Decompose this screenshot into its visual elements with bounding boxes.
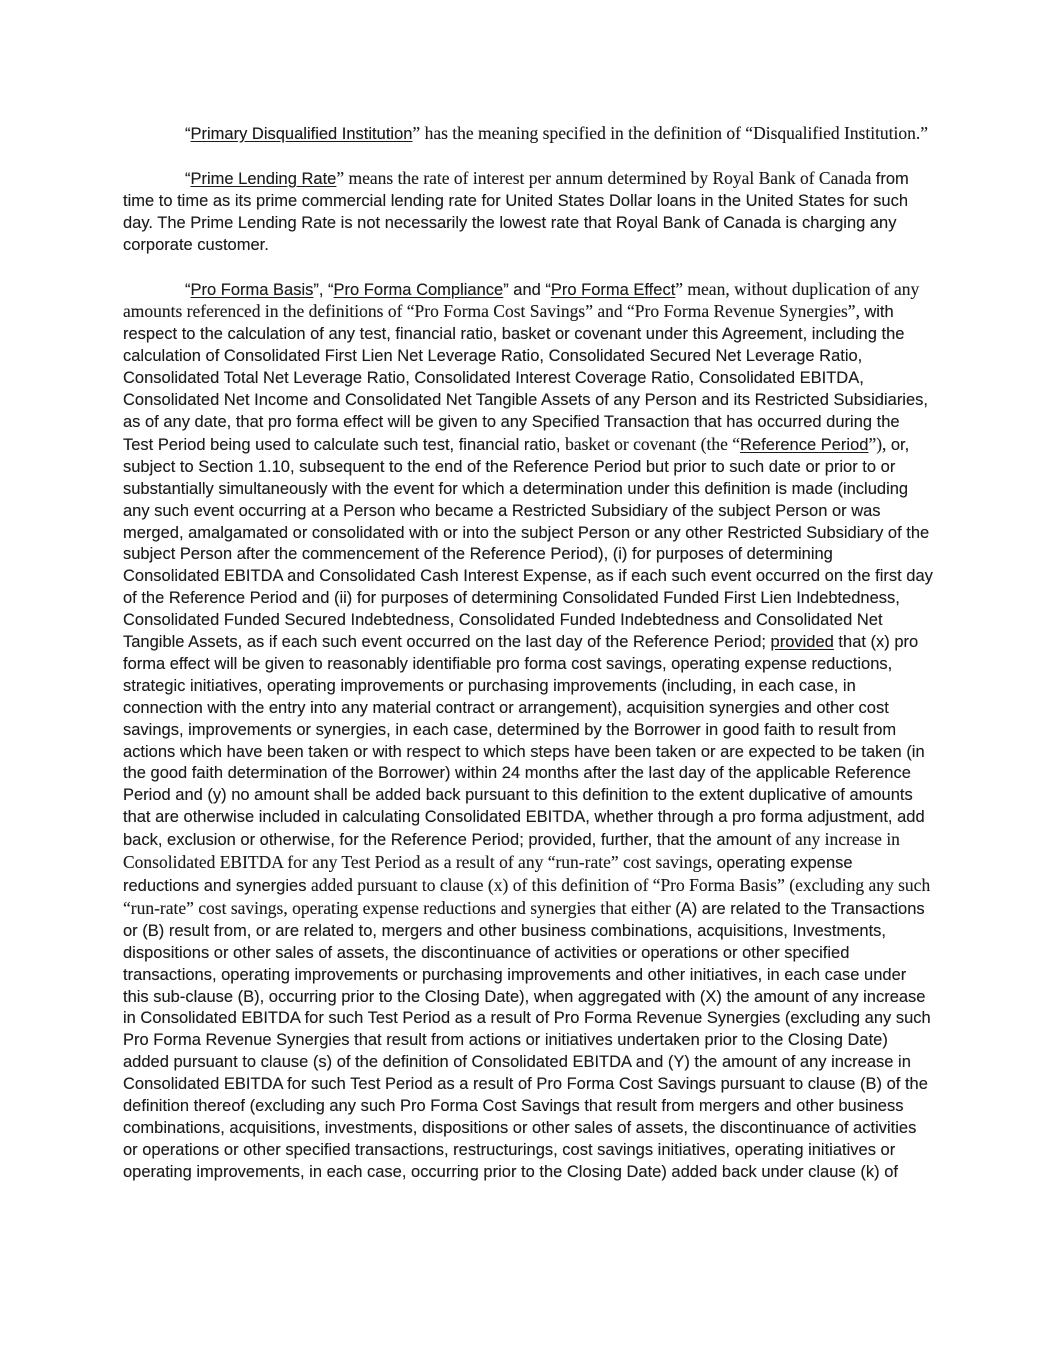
text-run: ” mean, without duplication of any amounts referenced in the definitions of “Pro Forma Cost Savings” and “Pro Forma Revenue Synergies”, xyxy=(123,278,920,322)
defined-term: Pro Forma Basis xyxy=(190,280,314,299)
defined-term: Prime Lending Rate xyxy=(190,169,337,188)
text-run: “ xyxy=(185,280,191,299)
document-text xyxy=(123,123,933,1184)
defined-term: Pro Forma Effect xyxy=(550,280,676,299)
text-run: that (x) pro forma effect will be given to reasonably identifiable pro forma cost savings, operating expense reductions, strategic initiatives, operating improvements or purchasing improvements (including, in each case, in connection with the entry into any material contract or arrangement), acquisition synergies and other cost savings, improvements or synergies, in each case, determined by the Borrower in good faith to result from actions which have been taken or with respect to which steps have been taken or are expected to be taken (in the good faith determination of the Borrower) within 24 months after the last day of the applicable Reference Period and (y) no amount shall be added back pursuant to this definition to the extent duplicative of amounts that are otherwise included in calculating Consolidated EBITDA, whether through a pro forma adjustment, add back, exclusion or otherwise, for the Reference Period; provided, further, that the amount xyxy=(123,633,925,850)
defined-term: Reference Period xyxy=(740,435,869,454)
paragraph xyxy=(123,279,933,1184)
text-run: ”), xyxy=(868,433,891,454)
defined-term: Primary Disqualified Institution xyxy=(190,125,413,143)
paragraph xyxy=(123,168,933,257)
text-run: added pursuant to clause (x) of this definition of “Pro Forma Basis” (excluding any such “run-rate” cost savings, operating expense reductions and synergies that either xyxy=(123,875,931,918)
text-run: operating expense reductions and synergies xyxy=(123,854,853,895)
text-run: or, subject to Section 1.10, subsequent to the end of the Reference Period but prior to such date or prior to or substantially simultaneously with the event for which a determination under this definition is made (including any such event occurring at a Person who became a Restricted Subsidiary of the subject Person or was merged, amalgamated or consolidated with or into the subject Person or any other Restricted Subsidiary of the subject Person after the commencement of the Reference Period), (i) for purposes of determining Consolidated EBITDA and Consolidated Cash Interest Expense, as if each such event occurred on the first day of the Reference Period and (ii) for purposes of determining Consolidated Funded First Lien Indebtedness, Consolidated Funded Secured Indebtedness, Consolidated Funded Indebtedness and Consolidated Net Tangible Assets, as if each such event occurred on the last day of the Reference Period; xyxy=(123,435,933,652)
defined-term: provided xyxy=(770,633,834,652)
text-run: ” and “ xyxy=(503,280,551,299)
text-run: from time to time as its prime commercial lending rate for United States Dollar loans in the United States for such day. The Prime Lending Rate is not necessarily the lowest rate that Royal Bank of Canada is charging any corporate customer. xyxy=(123,169,909,254)
defined-term: Pro Forma Compliance xyxy=(333,280,504,299)
paragraph xyxy=(123,123,933,146)
text-run: basket or covenant (the “ xyxy=(565,433,741,454)
text-run: “ xyxy=(185,125,191,143)
text-run: “ xyxy=(185,169,191,188)
text-run: ” means the rate of interest per annum determined by Royal Bank of Canada xyxy=(336,167,876,188)
text-run: (A) are related to the Transactions or (B) result from, or are related to, mergers and other business combinations, acquisitions, Investments, dispositions or other sales of assets, the discontinuance of activities or operations or other specified transactions, operating improvements or purchasing improvements and other initiatives, in each case under this sub-clause (B), occurring prior to the Closing Date), when aggregated with (X) the amount of any increase in Consolidated EBITDA for such Test Period as a result of Pro Forma Revenue Synergies (excluding any such Pro Forma Revenue Synergies that result from actions or initiatives undertaken prior to the Closing Date) added pursuant to clause (s) of the definition of Consolidated EBITDA and (Y) the amount of any increase in Consolidated EBITDA for such Test Period as a result of Pro Forma Cost Savings pursuant to clause (B) of the definition thereof (excluding any such Pro Forma Cost Savings that result from mergers and other business combinations, acquisitions, investments, dispositions or other sales of assets, the discontinuance of activities or operations or other specified transactions, restructurings, cost savings initiatives, operating initiatives or operating improvements, in each case, occurring prior to the Closing Date) added back under clause (k) of xyxy=(123,899,931,1181)
text-run: ” has the meaning specified in the definition of “Disqualified Institution.” xyxy=(412,123,929,143)
text-run: ”, “ xyxy=(313,280,334,299)
text-run: of any increase in Consolidated EBITDA for any Test Period as a result of any “run-rate” cost savings, xyxy=(123,829,900,873)
text-run: with respect to the calculation of any test, financial ratio, basket or covenant under this Agreement, including the calculation of Consolidated First Lien Net Leverage Ratio, Consolidated Secured Net Leverage Ratio, Consolidated Total Net Leverage Ratio, Consolidated Interest Coverage Ratio, Consolidated EBITDA, Consolidated Net Income and Consolidated Net Tangible Assets of any Person and its Restricted Subsidiaries, as of any date, that pro forma effect will be given to any Specified Transaction that has occurred during the Test Period being used to calculate such test, financial ratio, xyxy=(123,303,928,454)
